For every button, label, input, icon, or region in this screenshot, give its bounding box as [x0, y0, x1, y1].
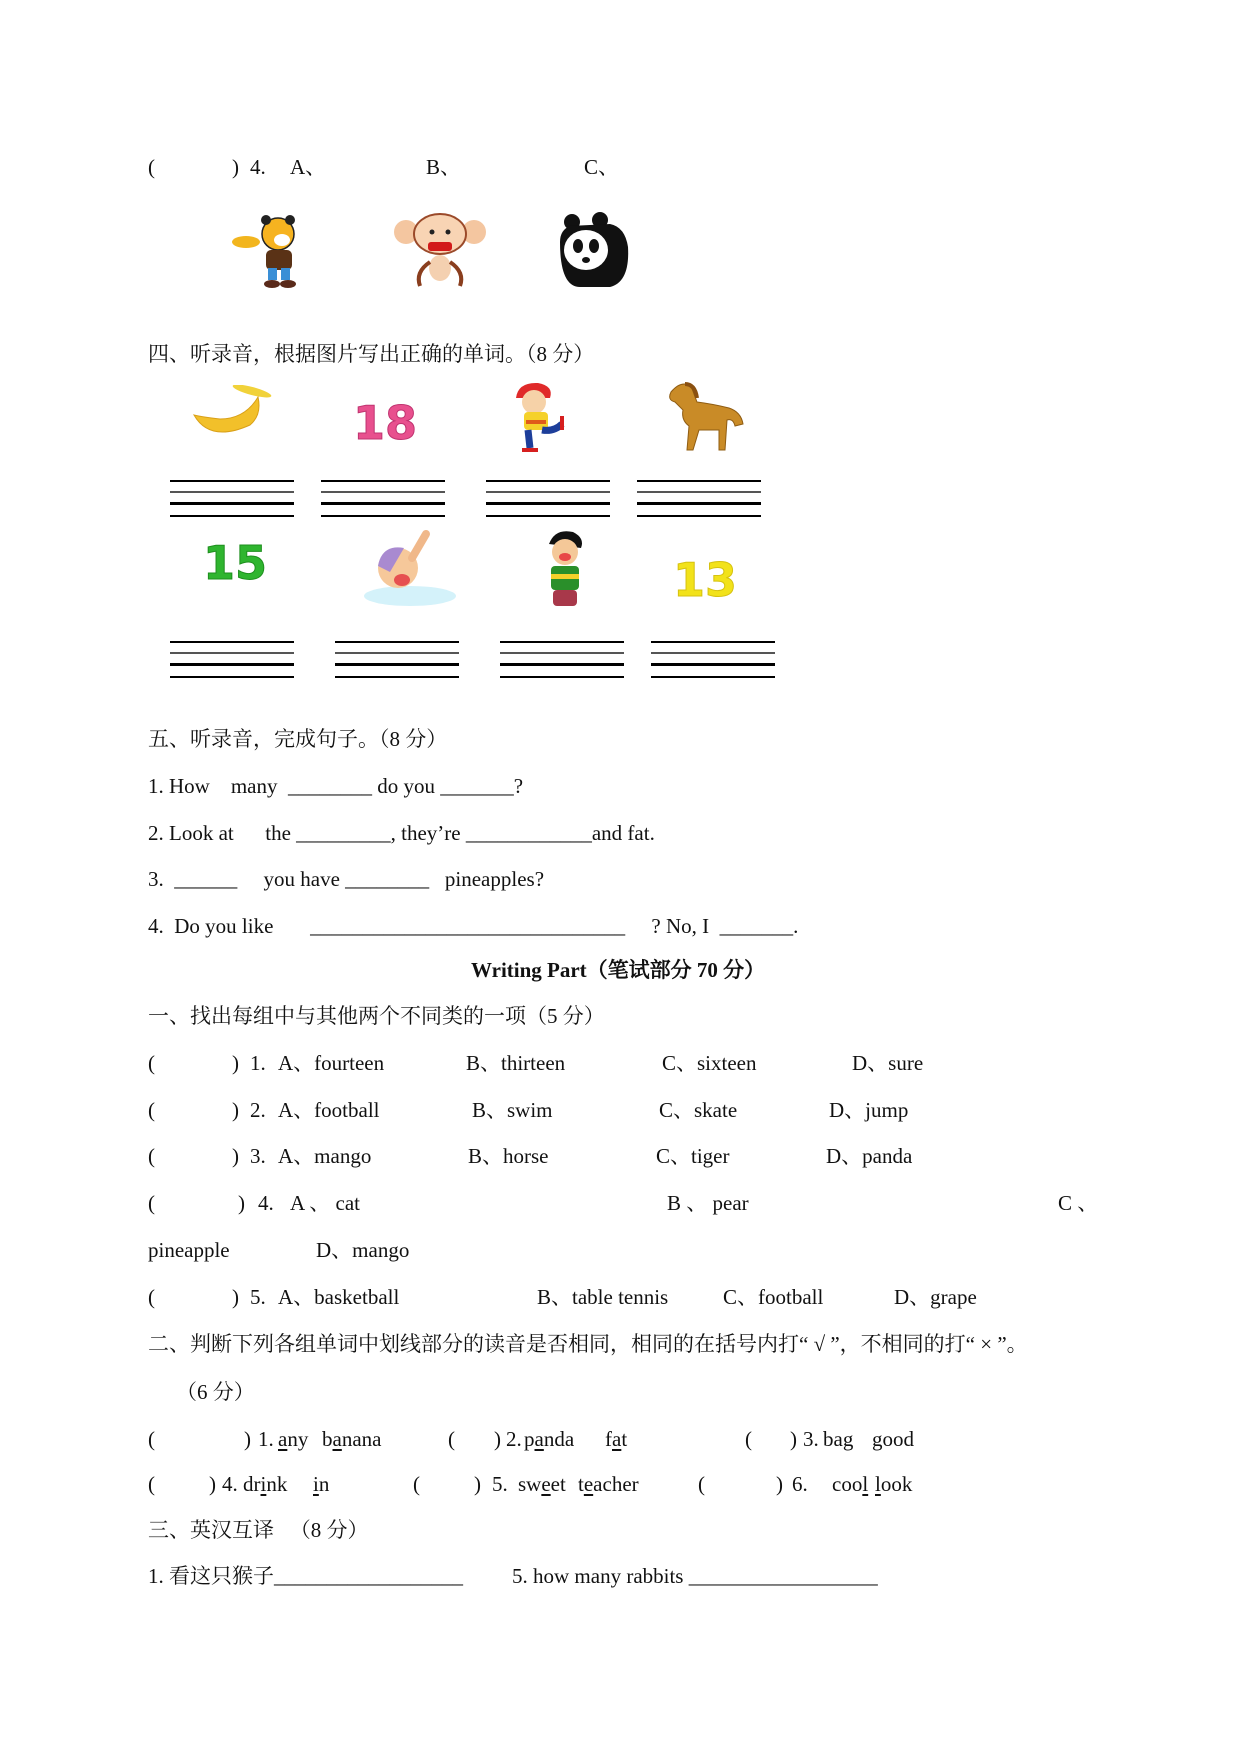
row-number: 4. — [258, 1191, 274, 1215]
option-c: C、sixteen — [662, 1051, 757, 1075]
answer-paren-close: ) — [232, 1098, 239, 1122]
option-b: B、horse — [468, 1144, 549, 1168]
answer-paren-close: ) — [232, 1144, 239, 1168]
option-c-continued: pineapple — [148, 1238, 230, 1262]
skating-boy-icon — [508, 380, 574, 456]
word: any — [278, 1427, 309, 1451]
answer-paren-close: ) — [244, 1427, 251, 1451]
answer-paren-close: ) — [474, 1472, 481, 1496]
option-a: A、fourteen — [278, 1051, 385, 1075]
word: teacher — [578, 1472, 639, 1496]
writing-lines-3[interactable] — [486, 480, 610, 518]
section-4-title: 四、听录音，根据图片写出正确的单词。（8 分） — [148, 342, 595, 366]
underlined-letters: a — [612, 1427, 622, 1451]
row-number: 1. — [250, 1051, 266, 1075]
option-b: B、thirteen — [466, 1051, 566, 1075]
panda-icon — [550, 212, 635, 292]
underlined-letters: a — [332, 1427, 342, 1451]
answer-paren-close: ) — [238, 1191, 245, 1215]
horse-icon — [663, 380, 745, 456]
option-c: C、skate — [659, 1098, 738, 1122]
translation-1: 1. 看这只猴子__________________ — [148, 1564, 463, 1588]
writing-lines-1[interactable] — [170, 480, 294, 518]
w-section-2-score: （6 分） — [176, 1380, 255, 1404]
writing-lines-5[interactable] — [170, 641, 294, 679]
jumping-boy-icon — [535, 528, 595, 614]
word: sweet — [518, 1472, 566, 1496]
answer-paren-open[interactable]: ( — [148, 1472, 155, 1496]
option-d: D、panda — [826, 1144, 913, 1168]
option-c: C、tiger — [656, 1144, 730, 1168]
option-b: B、table tennis — [537, 1285, 669, 1309]
sentence-2: 2. Look at the _________, they’re ____________and fat. — [148, 821, 655, 845]
writing-lines-2[interactable] — [321, 480, 445, 518]
w-section-2-title: 二、判断下列各组单词中划线部分的读音是否相同，相同的在括号内打“ √ ”，不相同的打“ × ”。 — [148, 1332, 1028, 1356]
number-18-icon — [350, 395, 420, 447]
answer-paren-open[interactable]: ( — [148, 1427, 155, 1451]
option-a: A、mango — [278, 1144, 372, 1168]
row-number: 2. — [250, 1098, 266, 1122]
word: drink — [243, 1472, 288, 1496]
question-number: 4. — [250, 155, 266, 179]
banana-icon — [190, 385, 276, 440]
underlined-letters: g — [872, 1427, 883, 1451]
underlined-letters: e — [541, 1472, 551, 1496]
row-number: 5. — [250, 1285, 266, 1309]
underlined-letters: e — [583, 1472, 594, 1496]
sentence-4: 4. Do you like ______________________________ ? No, I _______. — [148, 914, 799, 938]
underlined-letters: i — [313, 1472, 319, 1496]
answer-paren-close: ) — [232, 155, 239, 179]
word: banana — [322, 1427, 382, 1451]
word: bag — [823, 1427, 854, 1451]
item-number: 6. — [792, 1472, 808, 1496]
answer-paren-open: ( — [148, 1098, 155, 1122]
writing-lines-6[interactable] — [335, 641, 459, 679]
option-d: D、jump — [829, 1098, 909, 1122]
word: panda — [524, 1427, 575, 1451]
option-a: A、basketball — [278, 1285, 400, 1309]
item-number: 3. — [803, 1427, 819, 1451]
word: cool — [832, 1472, 869, 1496]
answer-paren-open: ( — [148, 155, 155, 179]
w-section-1-title: 一、找出每组中与其他两个不同类的一项（5 分） — [148, 1004, 605, 1028]
word: look — [875, 1472, 913, 1496]
item-number: 4. — [222, 1472, 238, 1496]
option-c: C、 — [584, 155, 620, 179]
item-number: 2. — [506, 1427, 522, 1451]
answer-paren-close: ) — [232, 1285, 239, 1309]
writing-part-title: Writing Part（笔试部分 70 分） — [471, 958, 766, 982]
swimming-child-icon — [360, 528, 460, 608]
option-a: A、 — [290, 155, 327, 179]
option-a: A、football — [278, 1098, 380, 1122]
svg-text:18: 18 — [352, 396, 418, 447]
answer-paren-open: ( — [148, 1051, 155, 1075]
option-b: B 、 pear — [667, 1191, 749, 1215]
writing-lines-8[interactable] — [651, 641, 775, 679]
item-number: 1. — [258, 1427, 274, 1451]
option-d: D、mango — [316, 1238, 410, 1262]
option-c: C、football — [723, 1285, 824, 1309]
answer-paren-close: ) — [209, 1472, 216, 1496]
underlined-letters: g — [842, 1427, 854, 1451]
option-b: B、swim — [472, 1098, 553, 1122]
underlined-letters: i — [260, 1472, 267, 1496]
section-5-title: 五、听录音，完成句子。（8 分） — [148, 727, 448, 751]
answer-paren-close: ) — [232, 1051, 239, 1075]
answer-paren-close: ) — [494, 1427, 501, 1451]
underlined-letters: l — [862, 1472, 869, 1496]
monkey-icon — [390, 212, 490, 292]
word: good — [872, 1427, 914, 1451]
option-b: B、 — [426, 155, 462, 179]
answer-paren-close: ) — [776, 1472, 783, 1496]
w-section-3-title: 三、英汉互译 （8 分） — [148, 1518, 369, 1542]
underlined-letters: a — [534, 1427, 544, 1451]
option-c: C 、 — [1058, 1191, 1099, 1215]
answer-paren-open: ( — [148, 1285, 155, 1309]
answer-paren-open: ( — [148, 1144, 155, 1168]
svg-text:15: 15 — [202, 536, 268, 587]
underlined-letters: l — [875, 1472, 881, 1496]
underlined-letters: a — [278, 1427, 288, 1451]
translation-5: 5. how many rabbits __________________ — [512, 1564, 878, 1588]
sentence-1: 1. How many ________ do you _______? — [148, 774, 524, 798]
item-number: 5. — [492, 1472, 508, 1496]
word: in — [313, 1472, 330, 1496]
tiger-icon — [228, 212, 328, 292]
answer-paren-close: ) — [790, 1427, 797, 1451]
number-15-icon — [200, 535, 270, 587]
row-number: 3. — [250, 1144, 266, 1168]
svg-text:13: 13 — [672, 553, 738, 604]
answer-paren-open[interactable]: ( — [448, 1427, 455, 1451]
number-13-icon — [670, 550, 740, 604]
writing-lines-4[interactable] — [637, 480, 761, 518]
option-d: D、grape — [894, 1285, 977, 1309]
answer-paren-open[interactable]: ( — [413, 1472, 420, 1496]
word: fat — [605, 1427, 628, 1451]
option-d: D、sure — [852, 1051, 924, 1075]
option-a: A 、 cat — [290, 1191, 360, 1215]
answer-paren-open: ( — [148, 1191, 155, 1215]
writing-lines-7[interactable] — [500, 641, 624, 679]
sentence-3: 3. ______ you have ________ pineapples? — [148, 867, 545, 891]
answer-paren-open[interactable]: ( — [745, 1427, 752, 1451]
answer-paren-open[interactable]: ( — [698, 1472, 705, 1496]
